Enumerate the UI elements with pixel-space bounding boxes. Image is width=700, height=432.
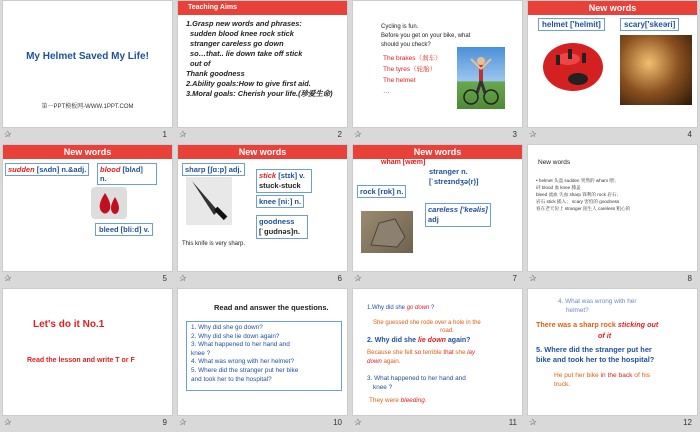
aim-line: Thank goodness (186, 69, 245, 78)
answer-keyword: so (414, 349, 422, 356)
vocab-line: bleed 流血 失血 sharp 锋利的 rock 岩石； (536, 192, 622, 197)
word-box-bleed: bleed [bliːd] v. (95, 223, 153, 236)
word-text: stick (259, 171, 277, 180)
word-text: goodness (259, 217, 295, 226)
slide-title: My Helmet Saved My Life! (26, 51, 149, 62)
aim-line: 1.Grasp new words and phrases: (186, 19, 302, 28)
answer-5 (554, 371, 694, 389)
answer-text: She guessed she rode over a hole in the (373, 320, 481, 326)
question-list (186, 321, 342, 391)
slide-number: 6 (337, 274, 342, 283)
check-item: … (383, 88, 390, 95)
slide-thumbnail-8[interactable] (525, 144, 700, 288)
slide-header: New words (528, 1, 697, 15)
vocab-line: 砰 blood 血 knee 膝盖 (536, 185, 581, 190)
slide-title: Let's do it No.1 (33, 319, 105, 330)
question-line: 1. Why did she go down? (191, 324, 263, 331)
question-text: ? (429, 305, 435, 311)
phonetic-text: [blʌd] (122, 165, 143, 174)
question-text: 4. What was wrong with her (558, 298, 637, 305)
question-line: 3. What happened to her hand and (191, 341, 290, 349)
answer-text: truck. (554, 381, 571, 388)
knife-caption: This knife is very sharp. (182, 241, 246, 247)
vocab-line: 看在老天份上 stranger 陌生人 careless 粗心的 (536, 206, 631, 211)
phonetic-text: [sʌdn] n.&adj. (36, 165, 87, 174)
aim-line: stranger careless go down (190, 39, 284, 48)
question-line: 5. Where did the stranger put her bike (191, 366, 299, 374)
slide-number: 4 (687, 130, 692, 139)
slide-11[interactable] (352, 288, 523, 416)
slide-number: 10 (333, 418, 342, 427)
slide-header: New words (353, 145, 522, 159)
slide-thumbnail-4[interactable] (525, 0, 700, 144)
slide-1[interactable] (2, 0, 173, 128)
slide-thumbnail-2[interactable] (175, 0, 350, 144)
answer-text: There was a sharp rock (536, 320, 618, 329)
transition-star-icon: ✰ (179, 418, 187, 428)
slide-thumbnail-3[interactable] (350, 0, 525, 144)
answer-4 (536, 319, 698, 341)
word-box-blood (97, 163, 157, 185)
slide-number: 9 (162, 418, 167, 427)
answer-keyword: lay (467, 349, 476, 356)
slide-header: New words (3, 145, 172, 159)
answer-text: . (424, 397, 427, 404)
transition-star-icon: ✰ (354, 418, 362, 428)
slide-thumbnail-10[interactable] (175, 288, 350, 432)
slide-subtitle: Read the lesson and write T or F (27, 357, 135, 364)
transition-star-icon: ✰ (529, 418, 537, 428)
slide-title: Read and answer the questions. (214, 303, 329, 312)
word-text: blood (100, 165, 121, 174)
slide-5[interactable] (2, 144, 173, 272)
vocab-list (536, 177, 696, 212)
question-text: 5. Where did the stranger put her (536, 345, 652, 354)
transition-star-icon: ✰ (4, 274, 12, 284)
cyclist-image (457, 47, 505, 109)
phonetic-text: [ˈgʊdnəs]n. (259, 227, 300, 236)
question-keyword: go down (406, 305, 430, 311)
question-5 (536, 345, 698, 365)
check-item: The tyres（轮胎） (383, 66, 437, 73)
slide-thumbnail-12[interactable] (525, 288, 700, 432)
transition-star-icon: ✰ (354, 130, 362, 140)
aim-line: 3.Moral goals: Cherish your life.(珍爱生命) (186, 89, 333, 98)
word-box-knee: knee [niː] n. (256, 195, 304, 208)
slide-thumbnail-1[interactable] (0, 0, 175, 144)
aim-line: so…that.. lie down take off stick (190, 49, 303, 58)
answer-text: again. (381, 357, 401, 365)
slide-number: 1 (162, 130, 167, 139)
answer-1 (373, 319, 521, 335)
answer-keyword: down (367, 357, 382, 365)
slide-number: 2 (337, 130, 342, 139)
question-text: 1.Why did she (367, 305, 407, 311)
slide-thumbnail-11[interactable] (350, 288, 525, 432)
word-box-scary (620, 18, 679, 31)
transition-star-icon: ✰ (4, 130, 12, 140)
transition-star-icon: ✰ (179, 274, 187, 284)
transition-star-icon: ✰ (529, 130, 537, 140)
answer-keyword: of it (598, 331, 612, 340)
phonetic-text: [ˈstreɪndʒə(r)] (429, 177, 479, 186)
slide-7[interactable] (352, 144, 523, 272)
question-text: again? (445, 337, 471, 344)
slide-thumbnail-6[interactable] (175, 144, 350, 288)
transition-star-icon: ✰ (4, 418, 12, 428)
slide-9[interactable] (2, 288, 173, 416)
phonetic-text: [stɪk] v. (278, 171, 305, 180)
word-box-rock: rock [rɒk] n. (357, 185, 406, 198)
slide-header: New words (178, 145, 347, 159)
question-3 (367, 375, 466, 392)
slide-10[interactable] (177, 288, 348, 416)
rock-image (361, 211, 413, 253)
scary-image (620, 35, 692, 105)
answer-keyword: in the back (600, 372, 633, 379)
aim-line: sudden blood knee rock stick (190, 29, 294, 38)
slide-number: 8 (687, 274, 692, 283)
answer-text: Because she felt (367, 349, 415, 356)
check-item: The brakes（刹车） (383, 55, 442, 62)
word-text: sudden (8, 165, 35, 174)
helmet-image (538, 35, 608, 95)
question-line: 4. What was wrong with her helmet? (191, 358, 295, 366)
word-text: careless ['keəlis] (428, 205, 488, 214)
word-box-goodness (256, 215, 308, 239)
question-line: knee ? (191, 349, 211, 357)
slide-thumbnail-9[interactable] (0, 288, 175, 432)
intro-line: Cycling is fun. (381, 24, 419, 30)
blood-drop-icon (91, 187, 127, 219)
transition-star-icon: ✰ (179, 130, 187, 140)
slide-3[interactable] (352, 0, 523, 128)
question-keyword: lie down (417, 337, 446, 344)
answer-text: she (453, 349, 468, 356)
intro-text (381, 23, 470, 50)
slide-number: 7 (512, 274, 517, 283)
answer-3 (369, 397, 427, 404)
cyclist-icon (457, 47, 505, 109)
answer-keyword: that (443, 349, 454, 356)
question-1 (367, 305, 434, 311)
slide-header: Teaching Aims (188, 4, 238, 11)
word-box-stick (256, 169, 312, 193)
helmet-icon (538, 35, 608, 95)
word-box-careless (425, 203, 491, 227)
check-list (383, 53, 442, 97)
blood-drop-image (91, 187, 127, 219)
slide-footer-text: 第一PPT模板网-WWW.1PPT.COM (41, 104, 134, 110)
slide-number: 12 (683, 418, 692, 427)
slide-8[interactable] (527, 144, 698, 272)
question-line: and took her to the hospital? (191, 375, 272, 383)
word-box-sharp: sharp [ʃɑːp] adj. (182, 163, 245, 176)
answer-text: road. (440, 328, 454, 334)
question-2 (367, 337, 470, 344)
check-item: The helmet (383, 77, 416, 84)
word-text: helmet ['helmit] (542, 20, 601, 29)
pos-text: adj (428, 215, 439, 224)
question-line: 2. Why did she lie down again? (191, 332, 280, 340)
answer-text: He put her bike (554, 372, 601, 379)
rock-icon (361, 211, 413, 253)
question-text: helmet? (566, 307, 589, 314)
slide-2[interactable] (177, 0, 348, 128)
forms-text: stuck-stuck (259, 181, 301, 190)
slide-number: 11 (508, 418, 517, 427)
answer-keyword: bleeding (400, 397, 425, 404)
question-4 (558, 297, 637, 315)
answer-text: terrible (421, 349, 444, 356)
answer-keyword: sticking out (617, 320, 659, 329)
intro-line: Before you get on your bike, what (381, 33, 471, 39)
slide-thumbnail-5[interactable] (0, 144, 175, 288)
word-stranger (429, 167, 479, 187)
answer-text: They were (369, 397, 401, 404)
vocab-line: 岩石 stick 插入； scary 害怕的 goodness (536, 199, 620, 204)
slide-4[interactable] (527, 0, 698, 128)
answer-2 (367, 349, 519, 366)
intro-line: should you check? (381, 42, 431, 48)
slide-12[interactable] (527, 288, 698, 416)
word-wham: wham [wæm] (381, 159, 426, 166)
question-text: 3. What happened to her hand and (367, 375, 466, 382)
vocab-line: • helmet 头盔 sudden 突然的 wham 喂； (536, 178, 619, 183)
transition-star-icon: ✰ (529, 274, 537, 284)
aim-line: out of (190, 59, 211, 68)
word-box-helmet (538, 18, 605, 31)
slide-number: 5 (162, 274, 167, 283)
question-text: 2. Why did she (367, 337, 418, 344)
slide-title: New words (538, 159, 571, 166)
question-text: bike and took her to the hospital? (536, 355, 655, 364)
slide-thumbnail-7[interactable] (350, 144, 525, 288)
teaching-aims-list (186, 19, 346, 99)
aim-line: 2.Ability goals:How to give first aid. (186, 79, 311, 88)
slide-6[interactable] (177, 144, 348, 272)
knife-image (186, 177, 232, 225)
transition-star-icon: ✰ (354, 274, 362, 284)
word-text: stranger n. (429, 167, 468, 176)
word-box-sudden (5, 163, 89, 176)
word-text: scary['skeəri] (624, 20, 676, 29)
slide-number: 3 (512, 130, 517, 139)
knife-icon (186, 177, 232, 225)
pos-text: n. (100, 174, 107, 183)
answer-text: of his (632, 372, 651, 379)
question-text: knee ? (373, 383, 393, 391)
